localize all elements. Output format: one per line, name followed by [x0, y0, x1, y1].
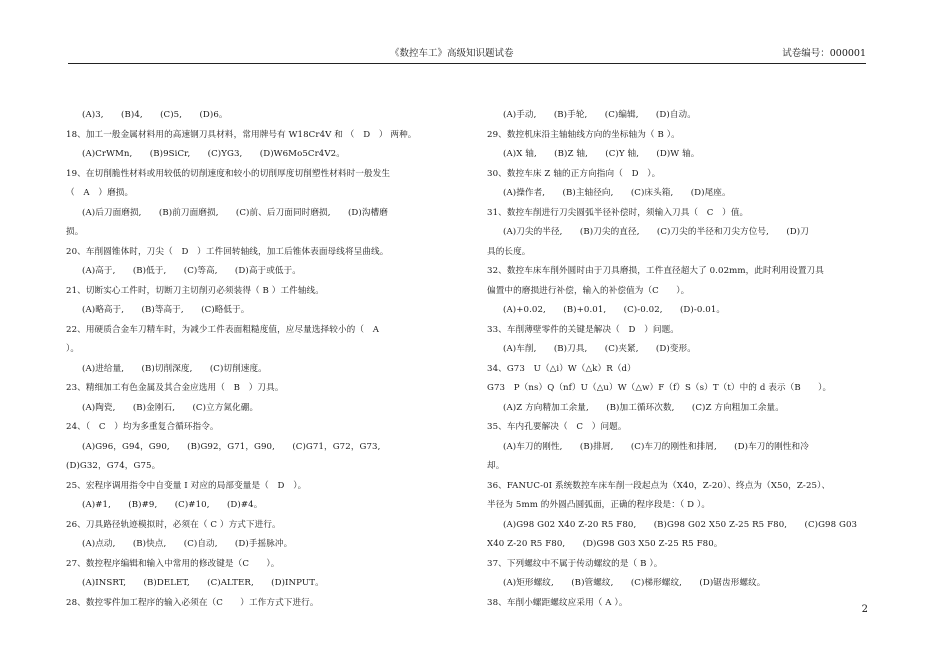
question-text-line: 25、宏程序调用指令中自变量 I 对应的局部变量是（ D ）。 [66, 480, 307, 491]
page-number: 2 [861, 604, 868, 615]
question-text-line: ）。 [66, 344, 80, 354]
question-text-line: 35、车内孔要解决（ C ）问题。 [487, 422, 627, 432]
question-text-line: 38、车削小螺距螺纹应采用（ A ）。 [487, 597, 628, 608]
exam-code: 试卷编号：000001 [782, 48, 866, 59]
question-text-line: 33、车削薄壁零件的关键是解决（ D ）问题。 [487, 324, 680, 335]
question-text-line: 24、（ C ）均为多重复合循环指令。 [66, 422, 219, 432]
answer-options-line: (A)刀尖的半径, (B)刀尖的直径, (C)刀尖的半径和刀尖方位号, (D)刀 [503, 227, 809, 237]
right-column [487, 106, 865, 613]
answer-options-line: (A)矩形螺纹, (B)管螺纹, (C)梯形螺纹, (D)锯齿形螺纹。 [503, 578, 766, 588]
answer-options-line: (A)G96，G94，G90, (B)G92，G71，G90, (C)G71，G72，G73, [82, 441, 381, 452]
question-text-line: (D)G32，G74，G75。 [66, 461, 161, 471]
answer-options-line: (A)X 轴, (B)Z 轴, (C)Y 轴, (D)W 轴。 [503, 149, 700, 159]
question-text-line: 23、精细加工有色金属及其合金应选用（ B ）刀具。 [66, 383, 284, 393]
answer-options-line: (A)CrWMn, (B)9SiCr, (C)YG3, (D)W6Mo5Cr4V2。 [82, 149, 345, 159]
question-text-line: 26、刀具路径轨迹模拟时，必须在（ C ）方式下进行。 [66, 519, 281, 530]
answer-options-line: (A)车刀的刚性, (B)排屑, (C)车刀的刚性和排屑, (D)车刀的刚性和冷 [503, 441, 809, 452]
question-text-line: 29、数控机床沿主轴轴线方向的坐标轴为（ B ）。 [487, 129, 680, 140]
question-text-line: 偏置中的磨损进行补偿，输入的补偿值为（C ）。 [487, 285, 690, 296]
question-text-line: 18、加工一般金属材料用的高速钢刀具材料，常用牌号有 W18Cr4V 和 （ D ） 两种。 [66, 129, 417, 140]
answer-options-line: (A)车削, (B)刀具, (C)夹紧, (D)变形。 [503, 344, 696, 354]
answer-options-line: (A)操作者, (B)主轴径向, (C)床头箱, (D)尾座。 [503, 188, 731, 198]
question-text-line: 30、数控车床 Z 轴的正方向指向（ D ）。 [487, 168, 661, 179]
answer-options-line: (A)陶瓷, (B)金刚石, (C)立方氮化硼。 [82, 402, 259, 413]
question-text-line: 32、数控车床车削外圆时由于刀具磨损，工件直径超大了 0.02mm，此时利用设置刀具 [487, 266, 824, 276]
left-column [66, 106, 438, 613]
answer-options-line: (A)Z 方向精加工余量, (B)加工循环次数, (C)Z 方向粗加工余量。 [503, 402, 784, 413]
answer-options-line: (A)手动, (B)手轮, (C)编辑, (D)自动。 [503, 110, 696, 120]
question-text-line: 34、G73 U（△i）W（△k）R（d） [487, 363, 636, 374]
header-divider [68, 63, 866, 64]
answer-options-line: (A)略高于, (B)等高于, (C)略低于。 [82, 305, 250, 315]
question-text-line: 却。 [487, 461, 505, 471]
question-text-line: 28、数控零件加工程序的输入必须在（C ）工作方式下进行。 [66, 597, 319, 608]
answer-options-line: (A)进给量, (B)切削深度, (C)切削速度。 [82, 363, 267, 374]
question-text-line: 19、在切削脆性材料或用较低的切削速度和较小的切削厚度切削塑性材料时一般发生 [66, 168, 391, 179]
question-text-line: G73 P（ns）Q（nf）U（△u）W（△w）F（f）S（s）T（t）中的 d 表示（B ）。 [487, 383, 832, 393]
answer-options-line: (A)点动, (B)快点, (C)自动, (D)手摇脉冲。 [82, 539, 293, 549]
question-text-line: 损。 [66, 227, 84, 237]
answer-options-line: (A)G98 G02 X40 Z-20 R5 F80, (B)G98 G02 X50 Z-25 R5 F80, (C)G98 G03 [503, 519, 858, 530]
answer-options-line: (A)#1, (B)#9, (C)#10, (D)#4。 [82, 500, 263, 510]
question-text-line: X40 Z-20 R5 F80, (D)G98 G03 X50 Z-25 R5 F80。 [487, 539, 723, 549]
answer-options-line: (A)高于, (B)低于, (C)等高, (D)高于或低于。 [82, 266, 301, 276]
question-text-line: 36、FANUC-0I 系统数控车床车削一段起点为（X40，Z-20）、终点为（X50，Z-25）、 [487, 480, 831, 491]
question-text-line: （ A ）磨损。 [66, 188, 134, 198]
answer-options-line: (A)+0.02, (B)+0.01, (C)-0.02, (D)-0.01。 [503, 305, 726, 315]
question-text-line: 20、车削圆锥体时，刀尖（ D ）工件回转轴线，加工后锥体表面母线将呈曲线。 [66, 246, 389, 257]
page-header [68, 46, 866, 62]
question-text-line: 22、用硬质合金车刀精车时，为减少工件表面粗糙度值，应尽量选择较小的（ A [66, 324, 380, 335]
answer-options-line: (A)3, (B)4, (C)5, (D)6。 [82, 110, 228, 120]
answer-options-line: (A)后刀面磨损, (B)前刀面磨损, (C)前、后刀面同时磨损, (D)沟槽磨 [82, 207, 388, 218]
question-text-line: 21、切断实心工件时，切断刀主切削刃必须装得（ B ）工件轴线。 [66, 285, 324, 296]
question-text-line: 37、下列螺纹中不属于传动螺纹的是（ B ）。 [487, 558, 663, 569]
answer-options-line: (A)INSRT, (B)DELET, (C)ALTER, (D)INPUT。 [82, 578, 324, 588]
question-text-line: 具的长度。 [487, 246, 531, 257]
question-text-line: 27、数控程序编辑和输入中常用的修改键是（C ）。 [66, 558, 280, 569]
exam-title: 《数控车工》高级知识题试卷 [390, 48, 514, 59]
question-text-line: 31、数控车削进行刀尖圆弧半径补偿时，须输入刀具（ C ）值。 [487, 207, 749, 218]
question-text-line: 半径为 5mm 的外圆凸圆弧面，正确的程序段是：（ D ）。 [487, 500, 711, 510]
